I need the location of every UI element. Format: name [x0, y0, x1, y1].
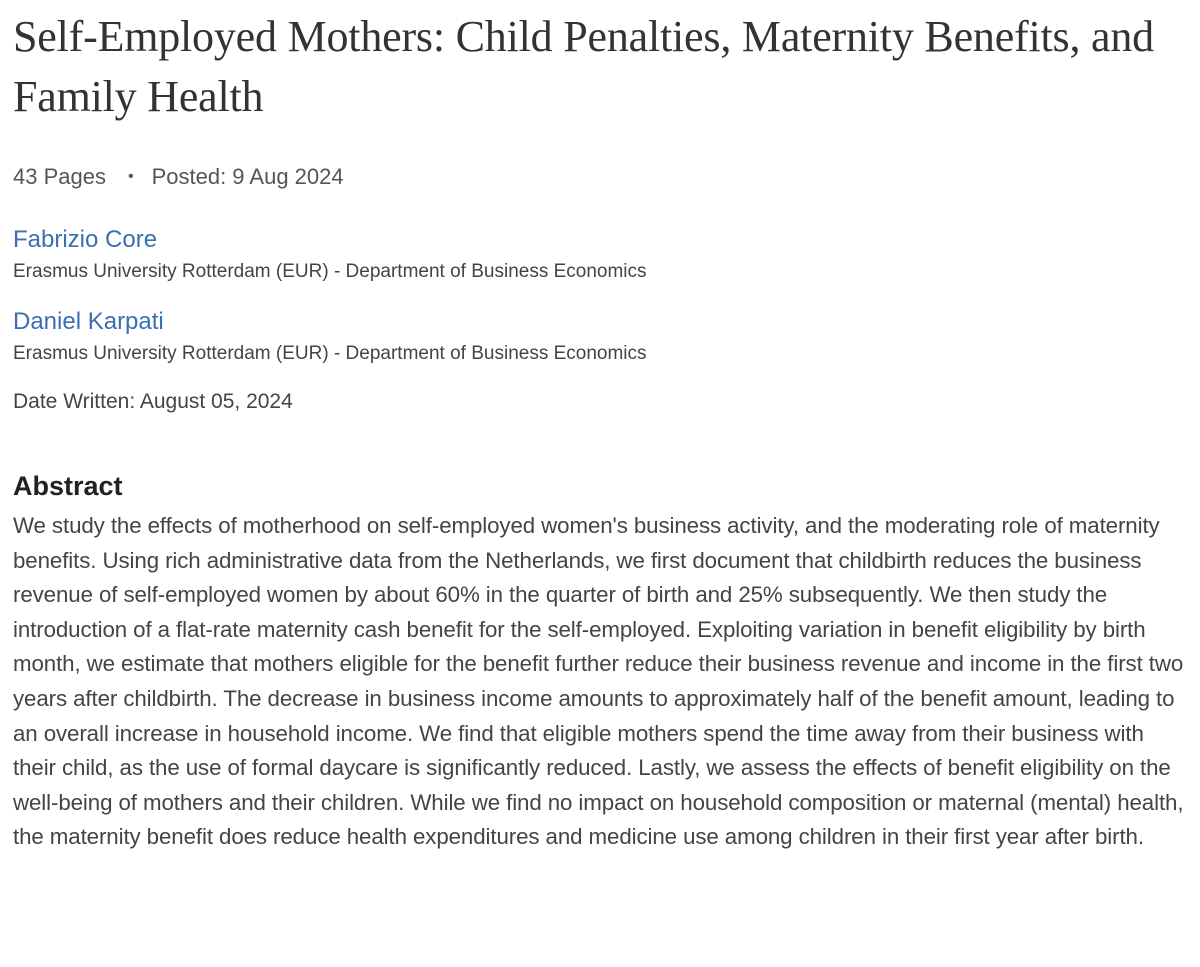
meta-separator: •: [127, 168, 134, 185]
author-affiliation: Erasmus University Rotterdam (EUR) - Department of Business Economics: [13, 343, 647, 364]
posted-date: Posted: 9 Aug 2024: [151, 164, 344, 189]
author-link[interactable]: Fabrizio Core: [13, 226, 158, 253]
author-affiliation: Erasmus University Rotterdam (EUR) - Department of Business Economics: [13, 261, 647, 282]
author-block: [13, 224, 1193, 286]
paper-page: [13, 0, 1193, 855]
abstract-heading: Abstract: [13, 471, 123, 501]
abstract-text: We study the effects of motherhood on self-employed women's business activity, and the moderating role of maternity benefits. Using rich administrative data from the Netherlands, we first document that childbirth reduces the business revenue of self-employed women by about 60% in the quarter of birth and 25% subsequently. We then study the introduction of a flat-rate maternity cash benefit for the self-employed. Exploiting variation in benefit eligibility by birth month, we estimate that mothers eligible for the benefit further reduce their business revenue and income in the first two years after childbirth. The decrease in business income amounts to approximately half of the benefit amount, leading to an overall increase in household income. We find that eligible mothers spend the time away from their business with their child, as the use of formal daycare is significantly reduced. Lastly, we assess the effects of benefit eligibility on the well-being of mothers and their children. While we find no impact on household composition or maternal (mental) health, the maternity benefit does reduce health expenditures and medicine use among children in their first year after birth.: [13, 513, 1184, 850]
paper-meta: [13, 162, 1193, 192]
paper-title: Self-Employed Mothers: Child Penalties, Maternity Benefits, and Family Health: [13, 12, 1154, 121]
date-written: Date Written: August 05, 2024: [13, 390, 293, 413]
page-count: 43 Pages: [13, 164, 106, 189]
author-block: [13, 306, 1193, 368]
author-link[interactable]: Daniel Karpati: [13, 308, 164, 335]
